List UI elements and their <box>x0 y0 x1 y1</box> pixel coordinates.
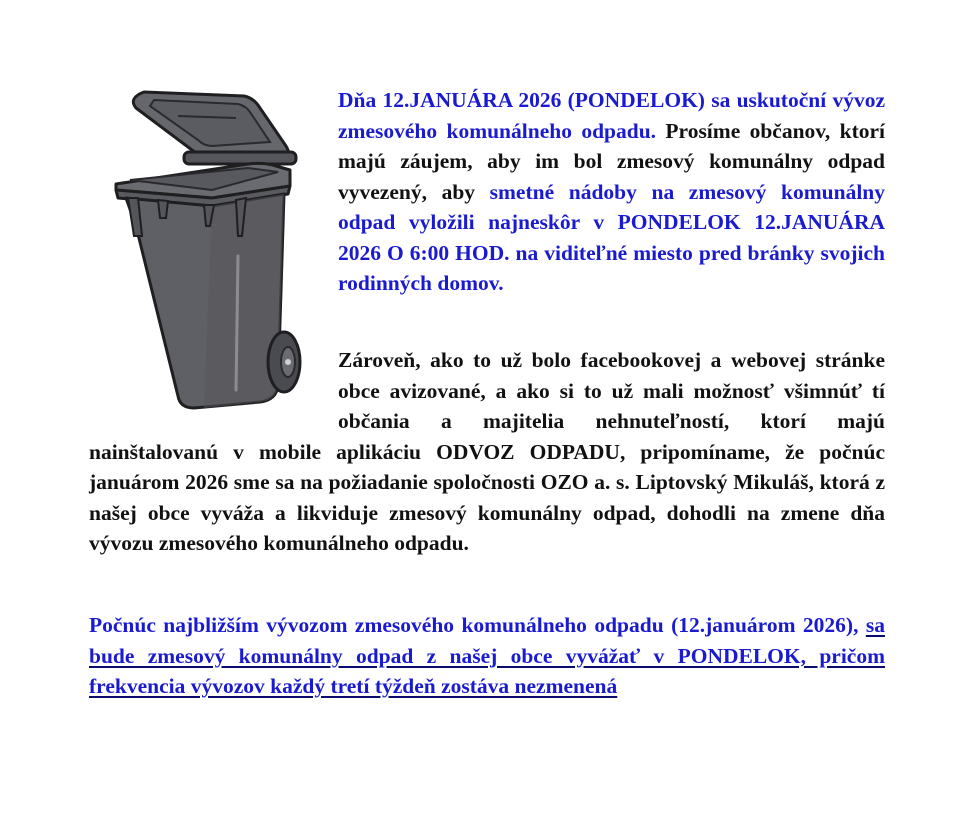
paragraph-schedule-change: Zároveň, ako to už bolo facebookovej a webovej stránke obce avizované, a ako si to už mali možnosť všimnúť tí občania a majitelia nehnuteľností, ktorí majú nainštalovanú v mobile aplikáciu ODVOZ ODPADU, pripomíname, že počnúc januárom 2026 sme sa na požiadanie spoločnosti OZO a. s. Liptovský Mikuláš, ktorá z našej obce vyváža a likviduje zmesový komunálny odpad, dohodli na zmene dňa vývozu zmesového komunálneho odpadu. <box>89 348 885 555</box>
new-schedule-highlight: sa bude zmesový komunálny odpad z našej obce vyvážať v PONDELOK, pričom frekvencia vývozov každý tretí týždeň zostáva nezmenená <box>89 613 885 698</box>
bin-placement-instruction: smetné nádoby na zmesový komunálny odpad vyložili najneskôr v PONDELOK 12.JANUÁRA 2026 O 6:00 HOD. na viditeľné miesto pred bránky svojich rodinných domov. <box>338 179 885 295</box>
collection-date-announcement: Dňa 12.JANUÁRA 2026 (PONDELOK) sa uskutoční vývoz zmesového komunálneho odpadu. <box>338 88 885 143</box>
paragraph-new-schedule <box>89 610 885 702</box>
request-text: Prosíme občanov, ktorí majú záujem, aby im bol zmesový komunálny odpad vyvezený, aby <box>338 118 886 204</box>
paragraph-schedule-change-wrapper <box>89 345 885 559</box>
image-wrap-spacer <box>89 345 338 436</box>
new-schedule-intro: Počnúc najbližším vývozom zmesového komunálneho odpadu (12.januárom 2026), <box>89 613 866 637</box>
paragraph-collection-date <box>338 85 885 299</box>
